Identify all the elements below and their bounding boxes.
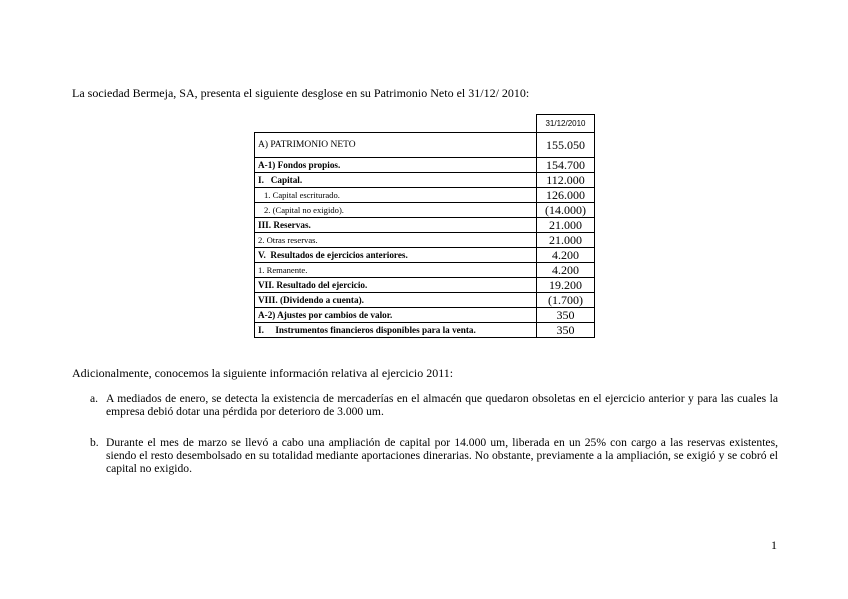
- list-item: [90, 436, 778, 475]
- row-value: 350: [537, 308, 595, 323]
- row-value: 21.000: [537, 233, 595, 248]
- additional-info-text: Adicionalmente, conocemos la siguiente información relativa al ejercicio 2011:: [72, 366, 454, 380]
- row-label: VIII. (Dividendo a cuenta).: [255, 293, 537, 308]
- row-label: A-2) Ajustes por cambios de valor.: [255, 308, 537, 323]
- list-marker: b.: [90, 436, 99, 449]
- table-row: [255, 263, 595, 278]
- table-row: [255, 233, 595, 248]
- header-date: 31/12/2010: [537, 115, 595, 133]
- row-value: 126.000: [537, 188, 595, 203]
- table-row: [255, 323, 595, 338]
- row-label: 2. Otras reservas.: [255, 233, 537, 248]
- table-row: [255, 158, 595, 173]
- table-row: [255, 293, 595, 308]
- row-label: 1. Capital escriturado.: [255, 188, 537, 203]
- header-blank-cell: [255, 115, 537, 133]
- row-label: A) PATRIMONIO NETO: [255, 133, 537, 158]
- list-item-text: Durante el mes de marzo se llevó a cabo una ampliación de capital por 14.000 um, liberada en un 25% con cargo a las reservas existentes, siendo el resto desembolsado en su totalidad mediante aportaciones dinerarias. No obstante, previamente a la ampliación, se exigió y se cobró el capital no exigido.: [106, 436, 778, 475]
- row-value: (1.700): [537, 293, 595, 308]
- balance-sheet-table: [254, 114, 595, 338]
- row-label: 2. (Capital no exigido).: [255, 203, 537, 218]
- table-row: [255, 203, 595, 218]
- item-list: [90, 392, 778, 493]
- row-label: 1. Remanente.: [255, 263, 537, 278]
- page-number: 1: [771, 538, 777, 552]
- table-row: [255, 248, 595, 263]
- row-label: I. Instrumentos financieros disponibles para la venta.: [255, 323, 537, 338]
- table-row: [255, 173, 595, 188]
- table-row: [255, 278, 595, 293]
- intro-text: La sociedad Bermeja, SA, presenta el siguiente desglose en su Patrimonio Neto el 31/12/ 2010:: [72, 86, 530, 100]
- row-value: 4.200: [537, 248, 595, 263]
- row-value: 154.700: [537, 158, 595, 173]
- row-label: I. Capital.: [255, 173, 537, 188]
- row-label: A-1) Fondos propios.: [255, 158, 537, 173]
- list-item: [90, 392, 778, 418]
- row-value: 155.050: [537, 133, 595, 158]
- row-label: III. Reservas.: [255, 218, 537, 233]
- list-item-text: A mediados de enero, se detecta la existencia de mercaderías en el almacén que quedaron obsoletas en el ejercicio anterior y para las cuales la empresa debió dotar una pérdida por deterioro de 3.000 um.: [106, 392, 778, 418]
- table-header-row: [255, 115, 595, 133]
- table-row: [255, 308, 595, 323]
- table-row: [255, 218, 595, 233]
- row-value: (14.000): [537, 203, 595, 218]
- table-row: [255, 133, 595, 158]
- row-value: 350: [537, 323, 595, 338]
- table-row: [255, 188, 595, 203]
- row-value: 21.000: [537, 218, 595, 233]
- row-value: 112.000: [537, 173, 595, 188]
- row-label: VII. Resultado del ejercicio.: [255, 278, 537, 293]
- list-marker: a.: [90, 392, 99, 405]
- row-label: V. Resultados de ejercicios anteriores.: [255, 248, 537, 263]
- row-value: 19.200: [537, 278, 595, 293]
- row-value: 4.200: [537, 263, 595, 278]
